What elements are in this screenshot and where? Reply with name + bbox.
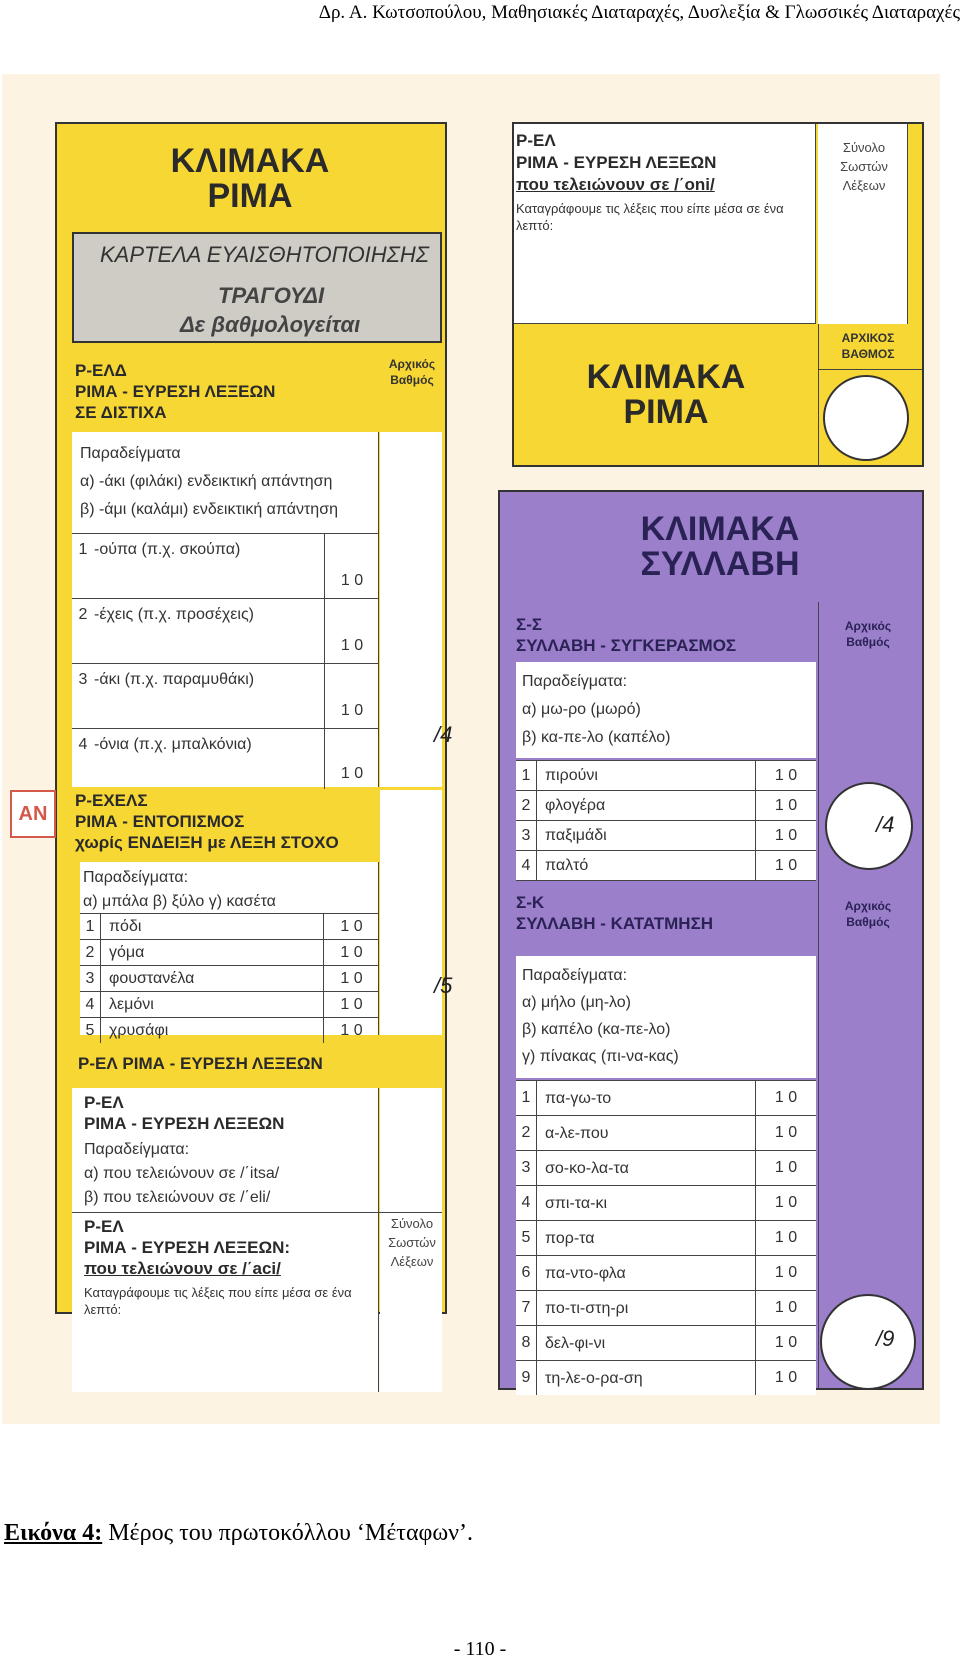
sk-score-caption-1: Αρχικός	[844, 899, 892, 913]
sk-item-8	[516, 1325, 816, 1360]
rel-caption-1: Σύνολο	[390, 1216, 434, 1231]
sk-item-6-score: 1 0	[755, 1256, 816, 1290]
red-item-2-word: -έχεις (π.χ. προσέχεις)	[94, 606, 254, 623]
rexels-item-3	[80, 965, 379, 991]
rel-line2: ΡΙΜΑ - ΕΥΡΕΣΗ ΛΕΞΕΩΝ:	[84, 1238, 291, 1257]
red-score-caption-2: Βαθμός	[390, 373, 434, 387]
sk-items	[516, 1080, 816, 1395]
red-item-4-score: 1 0	[324, 729, 379, 789]
sk-item-3	[516, 1150, 816, 1185]
syllable-title-2: ΣΥΛΛΑΒΗ	[640, 545, 800, 583]
ss-example-b: β) κα-πε-λο (καπέλο)	[522, 729, 671, 746]
sk-item-5-score: 1 0	[755, 1221, 816, 1255]
sk-score-caption-2: Βαθμός	[846, 915, 890, 929]
right-top-header	[516, 130, 716, 196]
ss-total: /4	[876, 812, 895, 837]
rel-example-a: α) που τελειώνουν σε /΄itsa/	[84, 1165, 280, 1182]
right-top-score-line	[818, 369, 922, 370]
sk-item-6-word: πα-ντο-φλα	[545, 1264, 626, 1282]
rel-header-2	[84, 1216, 290, 1279]
red-example-heading: Παραδείγματα	[80, 445, 181, 462]
right-top-caption-1: Σύνολο	[842, 140, 886, 155]
right-top-score-caption-1: ΑΡΧΙΚΟΣ	[841, 331, 895, 345]
red-item-4	[72, 728, 379, 789]
ss-item-1-num: 1	[516, 761, 537, 790]
rexels-item-5-word: χρυσάφι	[109, 1022, 169, 1039]
red-item-1-score: 1 0	[324, 534, 379, 598]
sk-item-1-num: 1	[516, 1081, 537, 1115]
sk-item-7-num: 7	[516, 1291, 537, 1325]
sk-item-7-score: 1 0	[755, 1291, 816, 1325]
ss-item-3-word: παξιμάδι	[545, 827, 607, 844]
right-top-caption-3: Λέξεων	[842, 178, 886, 193]
ss-score-circle	[825, 782, 913, 870]
sk-item-8-score: 1 0	[755, 1326, 816, 1360]
sk-item-1-word: πα-γω-το	[545, 1089, 612, 1107]
sk-item-7-word: πο-τι-στη-ρι	[545, 1299, 629, 1317]
page-number: - 110 -	[453, 1638, 507, 1660]
red-items	[72, 533, 379, 789]
right-top-title-1: ΚΛΙΜΑΚΑ	[586, 358, 746, 396]
sk-example-b: β) καπέλο (κα-πε-λο)	[522, 1021, 671, 1038]
an-label: ΑΝ	[10, 790, 56, 838]
figure-caption-text: Μέρος του πρωτοκόλλου ‘Μέταφων’.	[102, 1520, 474, 1546]
red-item-3	[72, 663, 379, 728]
sensitization-sub2: Δε βαθμολογείται	[180, 312, 361, 337]
sk-item-9-score: 1 0	[755, 1361, 816, 1395]
ss-item-1	[516, 760, 816, 790]
ss-example-heading: Παραδείγματα:	[522, 673, 628, 690]
sk-score-caption	[822, 898, 914, 930]
ss-score-divider	[818, 602, 819, 884]
right-top-line2: που τελειώνουν σε /΄oni/	[516, 175, 715, 194]
ss-line1: ΣΥΛΛΑΒΗ - ΣΥΓΚΕΡΑΣΜΟΣ	[516, 636, 737, 655]
red-total: /4	[434, 722, 453, 747]
ss-item-4-score: 1 0	[755, 851, 816, 880]
rexels-item-1-word: πόδι	[109, 918, 142, 935]
rexels-code: Ρ-ΕΧΕΛΣ	[75, 791, 148, 810]
red-item-2-score: 1 0	[324, 599, 379, 663]
red-item-3-num: 3	[78, 671, 88, 688]
rexels-item-4-num: 4	[80, 992, 101, 1017]
rexels-item-5-score: 1 0	[323, 1018, 379, 1043]
right-top-score-caption-2: ΒΑΘΜΟΣ	[841, 347, 895, 361]
sk-item-3-score: 1 0	[755, 1151, 816, 1185]
rel-examples	[84, 1138, 279, 1210]
rel-code: Ρ-ΕΛ	[84, 1093, 124, 1112]
sk-item-9-word: τη-λε-ο-ρα-ση	[545, 1369, 643, 1387]
sk-item-2-word: α-λε-που	[545, 1124, 609, 1142]
rel-line3: που τελειώνουν σε /΄aci/	[84, 1259, 281, 1278]
rexels-item-4-score: 1 0	[323, 992, 379, 1017]
sk-item-6-num: 6	[516, 1256, 537, 1290]
ss-item-3	[516, 820, 816, 850]
sk-item-8-num: 8	[516, 1326, 537, 1360]
red-code: Ρ-ΕΛΔ	[75, 361, 127, 380]
ss-item-3-score: 1 0	[755, 821, 816, 850]
ss-item-2	[516, 790, 816, 820]
rexels-example-heading: Παραδείγματα:	[83, 869, 189, 886]
figure-caption-label: Εικόνα 4:	[4, 1520, 103, 1546]
sk-example-c: γ) πίνακας (πι-να-κας)	[522, 1048, 679, 1065]
right-top-score-caption	[822, 330, 914, 362]
sk-item-5	[516, 1220, 816, 1255]
rel-example-b: β) που τελειώνουν σε /΄eli/	[84, 1189, 271, 1206]
rel-caption-2: Σωστών	[388, 1235, 436, 1250]
running-header: Δρ. Α. Κωτσοπούλου, Μαθησιακές Διαταραχές, Δυσλεξία & Γλωσσικές Διαταραχές	[318, 2, 960, 23]
rexels-item-2-num: 2	[80, 940, 101, 965]
red-header	[75, 360, 275, 423]
right-top-title-2: ΡΙΜΑ	[623, 393, 709, 431]
rexels-item-4-word: λεμόνι	[109, 996, 154, 1013]
sk-item-2-num: 2	[516, 1116, 537, 1150]
sk-item-8-word: δελ-φι-νι	[545, 1334, 606, 1352]
red-item-2	[72, 598, 379, 663]
rexels-item-1	[80, 913, 379, 939]
sk-code: Σ-Κ	[516, 893, 545, 912]
sk-item-6	[516, 1255, 816, 1290]
ss-header	[516, 614, 736, 656]
right-top-caption	[822, 138, 906, 195]
red-item-3-word: -άκι (π.χ. παραμυθάκι)	[94, 671, 255, 688]
rexels-item-2-word: γόμα	[109, 944, 145, 961]
red-item-4-word: -όνια (π.χ. μπαλκόνια)	[94, 736, 252, 753]
red-item-1-num: 1	[78, 541, 88, 558]
red-score-column	[380, 432, 442, 787]
ss-item-4-word: παλτό	[545, 857, 589, 874]
sk-item-4	[516, 1185, 816, 1220]
left-title	[130, 144, 370, 214]
ss-examples	[522, 668, 671, 752]
sk-line1: ΣΥΛΛΑΒΗ - ΚΑΤΑΤΜΗΣΗ	[516, 914, 714, 933]
rexels-item-1-score: 1 0	[323, 914, 379, 939]
sensitization-title: ΚΑΡΤΕΛΑ ΕΥΑΙΣΘΗΤΟΠΟΙΗΣΗΣ	[100, 242, 429, 267]
right-top-code: Ρ-ΕΛ	[516, 131, 556, 150]
left-title-line1: ΚΛΙΜΑΚΑ	[170, 142, 330, 180]
ss-code: Σ-Σ	[516, 615, 543, 634]
ss-item-2-word: φλογέρα	[545, 797, 606, 814]
syllable-title	[620, 512, 820, 582]
rexels-item-5-num: 5	[80, 1018, 101, 1043]
sk-item-9	[516, 1360, 816, 1395]
rexels-item-1-num: 1	[80, 914, 101, 939]
figure-caption	[4, 1520, 473, 1547]
red-examples	[80, 440, 338, 524]
ss-item-4	[516, 850, 816, 880]
rexels-examples	[83, 866, 276, 914]
rel-header-1	[84, 1092, 284, 1134]
ss-items	[516, 760, 816, 881]
ss-item-1-score: 1 0	[755, 761, 816, 790]
sk-total: /9	[876, 1326, 895, 1351]
ss-score-caption-1: Αρχικός	[844, 619, 892, 633]
ss-item-2-score: 1 0	[755, 791, 816, 820]
red-example-b: β) -άμι (καλάμι) ενδεικτική απάντηση	[80, 501, 338, 518]
ss-score-caption-2: Βαθμός	[846, 635, 890, 649]
red-line1: ΡΙΜΑ - ΕΥΡΕΣΗ ΛΕΞΕΩΝ	[75, 382, 276, 401]
sk-example-a: α) μήλο (μη-λο)	[522, 994, 631, 1011]
rel-code2: Ρ-ΕΛ	[84, 1217, 124, 1236]
sk-item-2	[516, 1115, 816, 1150]
rexels-item-3-num: 3	[80, 966, 101, 991]
ss-score-caption	[822, 618, 914, 650]
rexels-item-2-score: 1 0	[323, 940, 379, 965]
red-item-4-num: 4	[78, 736, 88, 753]
sk-examples	[522, 962, 679, 1070]
sk-item-4-num: 4	[516, 1186, 537, 1220]
rexels-item-2	[80, 939, 379, 965]
ss-item-3-num: 3	[516, 821, 537, 850]
left-title-line2: ΡΙΜΑ	[207, 177, 293, 215]
sk-item-7	[516, 1290, 816, 1325]
rexels-line1: ΡΙΜΑ - ΕΝΤΟΠΙΣΜΟΣ	[75, 812, 245, 831]
rel-note: Καταγράφουμε τις λέξεις που είπε μέσα σε ένα λεπτό:	[84, 1285, 352, 1317]
sk-score-circle	[820, 1294, 916, 1390]
rel-bar: Ρ-ΕΛ ΡΙΜΑ - ΕΥΡΕΣΗ ΛΕΞΕΩΝ	[78, 1054, 323, 1073]
sk-item-3-num: 3	[516, 1151, 537, 1185]
red-example-a: α) -άκι (φιλάκι) ενδεικτική απάντηση	[80, 473, 333, 490]
red-score-caption-1: Αρχικός	[388, 357, 436, 371]
rexels-line2: χωρίς ΕΝΔΕΙΞΗ με ΛΕΞΗ ΣΤΟΧΟ	[75, 833, 339, 852]
red-item-1	[72, 533, 379, 598]
right-top-score-circle	[823, 375, 909, 461]
red-item-2-num: 2	[78, 606, 88, 623]
sk-item-1	[516, 1080, 816, 1115]
rexels-item-3-word: φουστανέλα	[109, 970, 195, 987]
sk-score-divider	[818, 884, 819, 1389]
sensitization-sub1: ΤΡΑΓΟΥΔΙ	[218, 283, 325, 308]
ss-item-2-num: 2	[516, 791, 537, 820]
rexels-items	[80, 913, 379, 1043]
sk-item-5-word: πορ-τα	[545, 1229, 595, 1247]
rel-divider	[72, 1212, 442, 1213]
red-line2: ΣΕ ΔΙΣΤΙΧΑ	[75, 403, 167, 422]
rexels-item-4	[80, 991, 379, 1017]
sk-item-3-word: σο-κο-λα-τα	[545, 1159, 629, 1177]
rexels-item-3-score: 1 0	[323, 966, 379, 991]
sk-item-4-word: σπι-τα-κι	[545, 1194, 608, 1212]
sk-item-1-score: 1 0	[755, 1081, 816, 1115]
sk-item-9-num: 9	[516, 1361, 537, 1395]
rel-example-heading: Παραδείγματα:	[84, 1141, 190, 1158]
sk-example-heading: Παραδείγματα:	[522, 967, 628, 984]
rexels-header	[75, 790, 339, 853]
rel-line1: ΡΙΜΑ - ΕΥΡΕΣΗ ΛΕΞΕΩΝ	[84, 1114, 285, 1133]
ss-example-a: α) μω-ρο (μωρό)	[522, 701, 641, 718]
red-item-3-score: 1 0	[324, 664, 379, 728]
sk-item-5-num: 5	[516, 1221, 537, 1255]
ss-item-4-num: 4	[516, 851, 537, 880]
sk-item-2-score: 1 0	[755, 1116, 816, 1150]
red-score-caption	[382, 356, 442, 388]
sk-item-4-score: 1 0	[755, 1186, 816, 1220]
rel-caption	[384, 1214, 440, 1271]
sk-header	[516, 892, 713, 934]
rexels-total: /5	[434, 973, 453, 998]
rexels-score-column	[380, 790, 442, 1035]
rexels-example-a: α) μπάλα β) ξύλο γ) κασέτα	[83, 893, 276, 910]
rel-caption-3: Λέξεων	[390, 1254, 434, 1269]
red-item-1-word: -ούπα (π.χ. σκούπα)	[94, 541, 241, 558]
syllable-title-1: ΚΛΙΜΑΚΑ	[640, 510, 800, 548]
right-top-caption-2: Σωστών	[840, 159, 888, 174]
right-top-line1: ΡΙΜΑ - ΕΥΡΕΣΗ ΛΕΞΕΩΝ	[516, 153, 717, 172]
right-top-title	[566, 360, 766, 430]
rexels-item-5	[80, 1017, 379, 1043]
ss-item-1-word: πιρούνι	[545, 767, 598, 784]
right-top-note: Καταγράφουμε τις λέξεις που είπε μέσα σε ένα λεπτό:	[516, 201, 784, 233]
